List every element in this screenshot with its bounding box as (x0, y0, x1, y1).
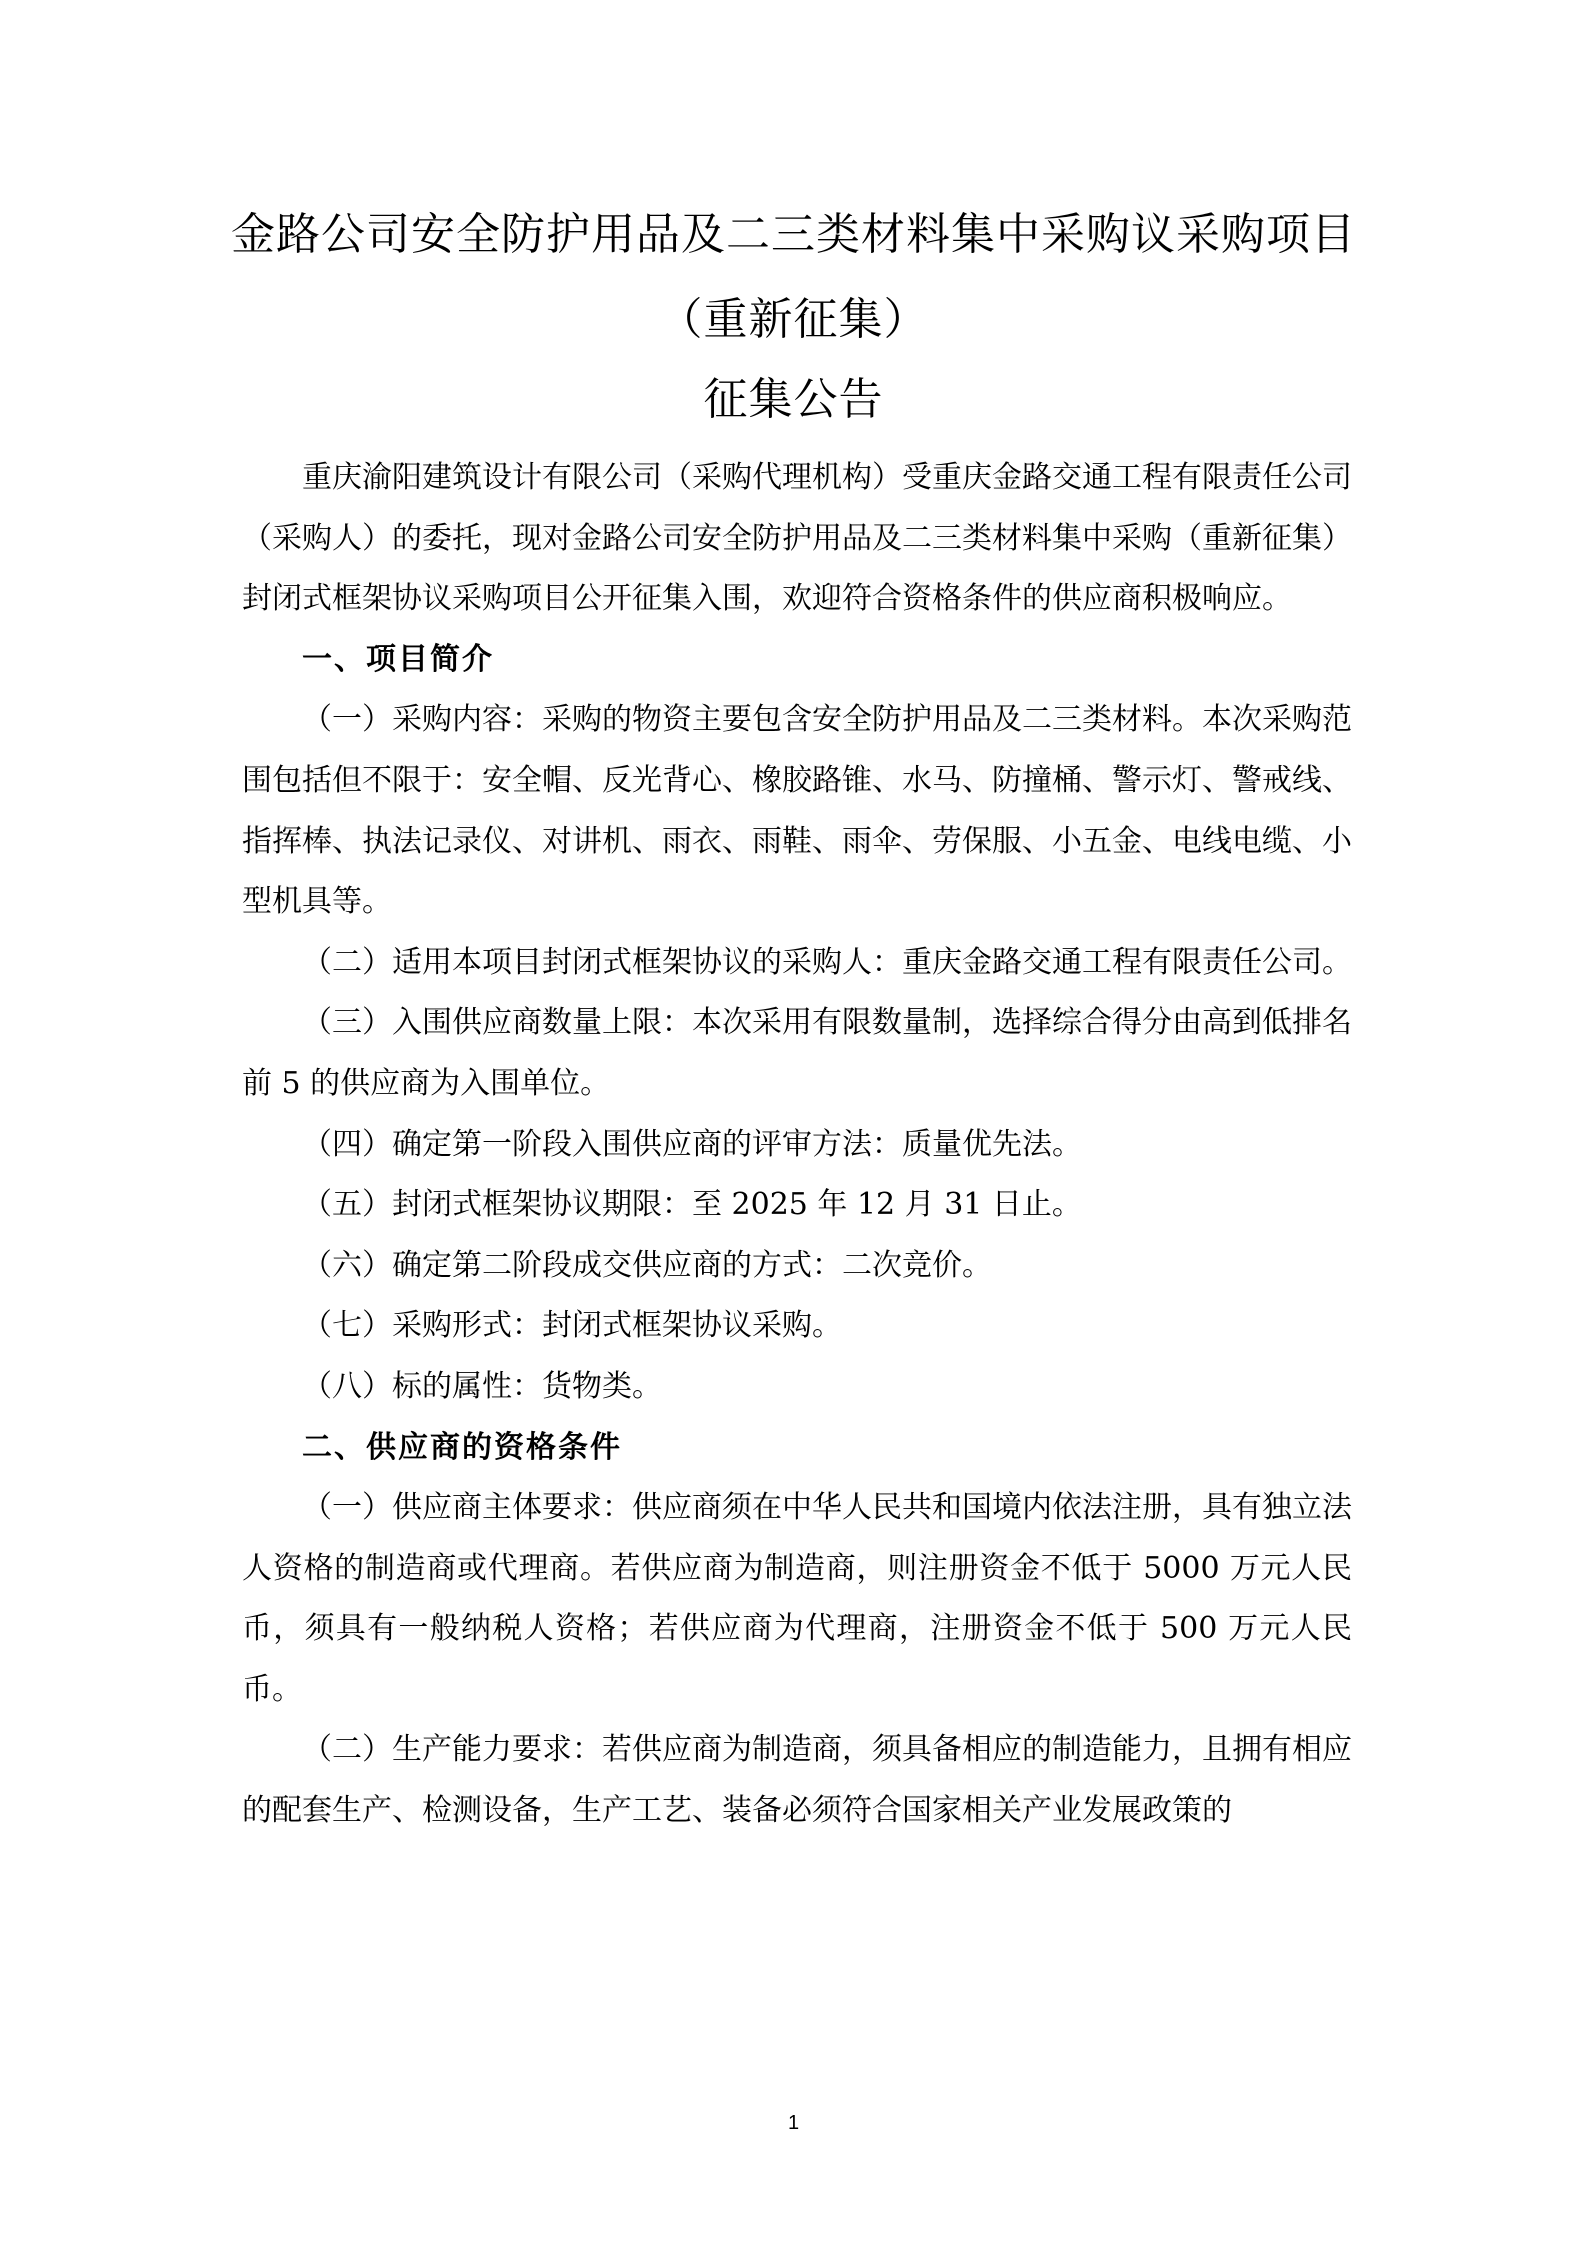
section-heading-qualifications: 二、供应商的资格条件 (302, 1429, 622, 1465)
list-item: （五）封闭式框架协议期限：至 2025 年 12 月 31 日止。 (302, 1187, 1082, 1223)
list-item: （一）供应商主体要求：供应商须在中华人民共和国境内依法注册，具有独立法人资格的制造商或代理商。若供应商为制造商，则注册资金不低于 5000 万元人民币，须具有一般纳税人资格；若供应商为代理商，注册资金不低于 500 万元人民币。 (242, 1490, 1352, 1707)
section-heading-project-overview: 一、项目简介 (302, 641, 494, 677)
list-item: （三）入围供应商数量上限：本次采用有限数量制，选择综合得分由高到低排名前 5 的供应商为入围单位。 (242, 1005, 1352, 1101)
intro-paragraph: 重庆渝阳建筑设计有限公司（采购代理机构）受重庆金路交通工程有限责任公司（采购人）的委托，现对金路公司安全防护用品及二三类材料集中采购（重新征集）封闭式框架协议采购项目公开征集入围，欢迎符合资格条件的供应商积极响应。 (242, 460, 1352, 617)
list-item: （二）适用本项目封闭式框架协议的采购人：重庆金路交通工程有限责任公司。 (302, 944, 1352, 980)
document-title: 金路公司安全防护用品及二三类材料集中采购议采购项目 (231, 209, 1356, 260)
list-item: （七）采购形式：封闭式框架协议采购。 (302, 1308, 842, 1344)
notice-title: 征集公告 (703, 374, 884, 425)
list-item: （六）确定第二阶段成交供应商的方式：二次竞价。 (302, 1247, 992, 1283)
document-body (242, 448, 1352, 1842)
document-subtitle: （重新征集） (658, 294, 929, 345)
list-item: （四）确定第一阶段入围供应商的评审方法：质量优先法。 (302, 1126, 1082, 1162)
page-number: 1 (787, 2112, 800, 2134)
list-item: （二）生产能力要求：若供应商为制造商，须具备相应的制造能力，且拥有相应的配套生产、检测设备，生产工艺、装备必须符合国家相关产业发展政策的 (242, 1732, 1352, 1829)
list-item: （一）采购内容：采购的物资主要包含安全防护用品及二三类材料。本次采购范围包括但不限于：安全帽、反光背心、橡胶路锥、水马、防撞桶、警示灯、警戒线、指挥棒、执法记录仪、对讲机、雨衣、雨鞋、雨伞、劳保服、小五金、电线电缆、小型机具等。 (242, 702, 1352, 920)
list-item: （八）标的属性：货物类。 (302, 1368, 662, 1404)
